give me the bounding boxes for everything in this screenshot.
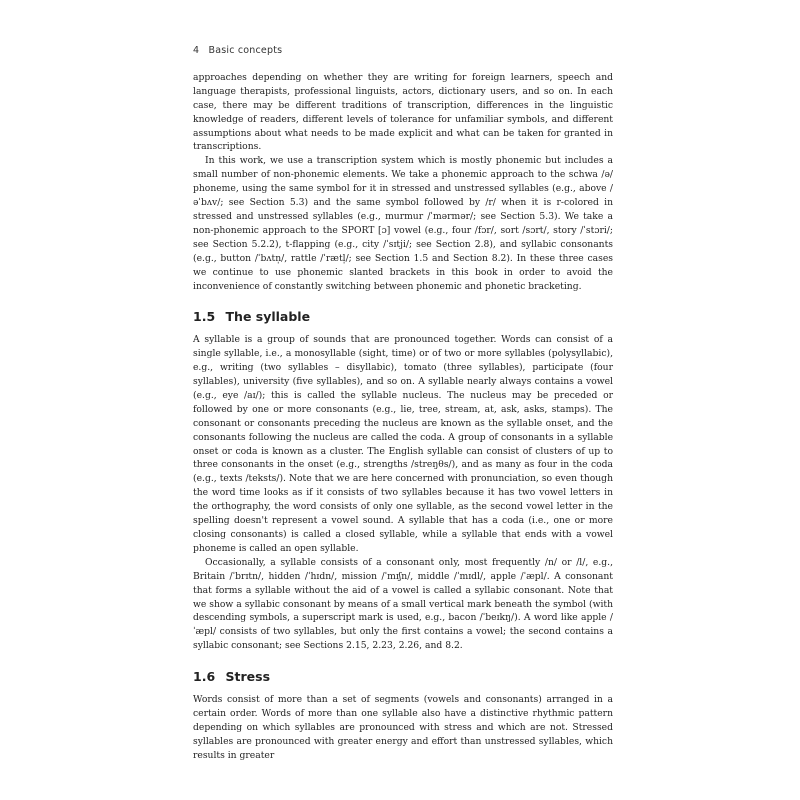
running-head [193, 44, 613, 58]
section-heading-stress [193, 670, 613, 684]
section-number: 1.6 [193, 669, 216, 685]
intro-paragraph-2: In this work, we use a transcription system which is mostly phonemic but includes a small number of non-phonemic elements. We take a phonemic approach to the schwa /ə/ phoneme, using the same symbol for it in stressed and unstressed syllables (e.g., above /əˈbʌv/; see Section 5.3) and the same symbol followed by /r/ when it is r-colored in stressed and unstressed syllables (e.g., murmur /ˈmərmər/; see Section 5.3). We take a non-phonemic approach to the SPORT [ɔ] vowel (e.g., four /fɔr/, sort /sɔrt/, story /ˈstɔri/; see Section 5.2.2), t-flapping (e.g., city /ˈsɪtji/; see Section 2.8), and syllabic consonants (e.g., button /ˈbʌtn̩/, rattle /ˈrætl̩/; see Section 1.5 and Section 8.2). In these three cases we continue to use phonemic slanted brackets in this book in order to avoid the inconvenience of constantly switching between phonemic and phonetic bracketing. [193, 155, 613, 292]
section-number: 1.5 [193, 309, 216, 325]
section-title: Stress [225, 669, 271, 685]
section-title: The syllable [225, 309, 311, 325]
page-number: 4 [193, 45, 200, 56]
syllable-paragraph-1: A syllable is a group of sounds that are pronounced together. Words can consist of a single syllable, i.e., a monosyllable (sight, time) or of two or more syllables (polysyllabic), e.g., writing (two syllables – disyllabic), tomato (three syllables), participate (four syllables), university (five syllables), and so on. A syllable nearly always contains a vowel (e.g., eye /aɪ/); this is called the syllable nucleus. The nucleus may be preceded or followed by one or more consonants (e.g., lie, tree, stream, at, ask, asks, stamps). The consonant or consonants preceding the nucleus are known as the syllable onset, and the consonants following the nucleus are called the coda. A group of consonants in a syllable onset or coda is known as a cluster. The English syllable can consist of clusters of up to three consonants in the onset (e.g., strengths /streŋθs/), and as many as four in the coda (e.g., texts /teksts/). Note that we are here concerned with pronunciation, so even though the word time looks as if it consists of two syllables because it has two vowel letters in the orthography, the word consists of only one syllable, as the second vowel letter in the spelling doesn't represent a vowel sound. A syllable that has a coda (i.e., one or more closing consonants) is called a closed syllable, while a syllable that ends with a vowel phoneme is called an open syllable. [193, 334, 613, 554]
section-heading-syllable [193, 310, 613, 324]
syllable-paragraph-2: Occasionally, a syllable consists of a consonant only, most frequently /n/ or /l/, e.g., Britain /ˈbrɪtn/, hidden /ˈhɪdn/, mission /ˈmɪʃn/, middle /ˈmɪdl/, apple /ˈæpl/. A consonant that forms a syllable without the aid of a vowel is called a syllabic consonant. Note that we show a syllabic consonant by means of a small vertical mark beneath the symbol (with descending symbols, a superscript mark is used, e.g., bacon /ˈbeɪkŋ/). A word like apple /ˈæpl/ consists of two syllables, but only the first contains a vowel; the second contains a syllabic consonant; see Sections 2.15, 2.23, 2.26, and 8.2. [193, 556, 613, 652]
book-page [193, 44, 613, 763]
running-head-title: Basic concepts [208, 45, 283, 56]
intro-paragraph-1: approaches depending on whether they are writing for foreign learners, speech and language therapists, professional linguists, actors, dictionary users, and so on. In each case, there may be different traditions of transcription, differences in the linguistic knowledge of readers, different levels of tolerance for unfamiliar symbols, and different assumptions about what needs to be made explicit and what can be taken for granted in transcriptions. [193, 71, 613, 153]
stress-paragraph-1: Words consist of more than a set of segments (vowels and consonants) arranged in a certain order. Words of more than one syllable also have a distinctive rhythmic pattern depending on which syllables are pronounced with stress and which are not. Stressed syllables are pronounced with greater energy and effort than unstressed syllables, which results in greater [193, 694, 613, 761]
